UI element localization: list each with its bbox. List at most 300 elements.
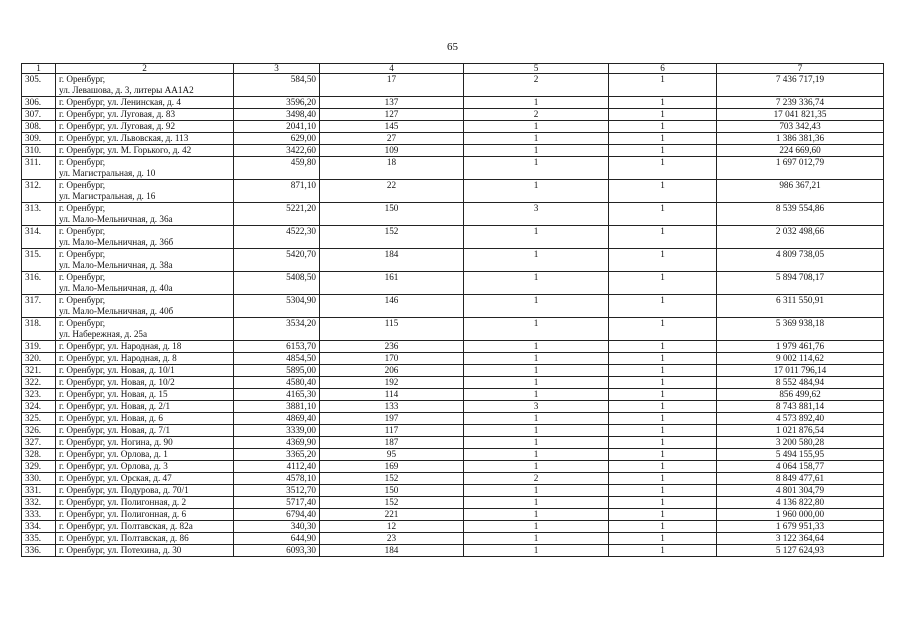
table-row	[22, 272, 884, 295]
column-6-cell: 1	[609, 318, 717, 341]
column-5-cell: 1	[464, 389, 609, 401]
column-6-cell: 1	[609, 74, 717, 97]
column-4-cell: 114	[320, 389, 464, 401]
column-header: 1	[22, 64, 56, 74]
column-6-cell: 1	[609, 157, 717, 180]
column-5-cell: 1	[464, 365, 609, 377]
address-line-1: г. Оренбург,	[59, 157, 106, 167]
address-line-1: г. Оренбург, ул. Луговая, д. 92	[59, 121, 176, 131]
row-number-cell: 326.	[22, 425, 56, 437]
row-number-cell: 307.	[22, 109, 56, 121]
column-6-cell: 1	[609, 425, 717, 437]
table-row	[22, 109, 884, 121]
column-5-cell: 1	[464, 485, 609, 497]
address-cell	[56, 203, 234, 226]
column-4-cell: 170	[320, 353, 464, 365]
area-cell: 4854,50	[234, 353, 320, 365]
table-row	[22, 401, 884, 413]
row-number-cell: 331.	[22, 485, 56, 497]
row-number-cell: 325.	[22, 413, 56, 425]
table-row	[22, 133, 884, 145]
row-number-cell: 336.	[22, 545, 56, 557]
column-5-cell: 1	[464, 97, 609, 109]
column-5-cell: 1	[464, 145, 609, 157]
address-line-1: г. Оренбург, ул. Полтавская, д. 86	[59, 533, 189, 543]
cost-cell: 7 239 336,74	[717, 97, 884, 109]
address-cell	[56, 74, 234, 97]
column-5-cell: 1	[464, 157, 609, 180]
address-cell	[56, 121, 234, 133]
column-6-cell: 1	[609, 203, 717, 226]
column-5-cell: 1	[464, 533, 609, 545]
row-number-cell: 308.	[22, 121, 56, 133]
address-line-2: ул. Мало-Мельничная, д. 40а	[59, 283, 173, 293]
column-6-cell: 1	[609, 180, 717, 203]
address-line-1: г. Оренбург, ул. Новая, д. 10/2	[59, 377, 175, 387]
column-5-cell: 1	[464, 318, 609, 341]
column-6-cell: 1	[609, 97, 717, 109]
column-4-cell: 133	[320, 401, 464, 413]
address-cell	[56, 413, 234, 425]
column-4-cell: 221	[320, 509, 464, 521]
area-cell: 4369,90	[234, 437, 320, 449]
address-cell	[56, 133, 234, 145]
column-5-cell: 1	[464, 295, 609, 318]
address-line-1: г. Оренбург,	[59, 180, 106, 190]
column-header: 6	[609, 64, 717, 74]
column-6-cell: 1	[609, 497, 717, 509]
column-4-cell: 150	[320, 485, 464, 497]
table-row	[22, 413, 884, 425]
table-row	[22, 485, 884, 497]
column-4-cell: 197	[320, 413, 464, 425]
column-6-cell: 1	[609, 272, 717, 295]
table-row	[22, 437, 884, 449]
column-6-cell: 1	[609, 226, 717, 249]
column-6-cell: 1	[609, 145, 717, 157]
address-cell	[56, 461, 234, 473]
row-number-cell: 321.	[22, 365, 56, 377]
area-cell: 5408,50	[234, 272, 320, 295]
column-5-cell: 1	[464, 180, 609, 203]
area-cell: 629,00	[234, 133, 320, 145]
address-cell	[56, 157, 234, 180]
address-line-1: г. Оренбург, ул. Новая, д. 15	[59, 389, 168, 399]
column-5-cell: 1	[464, 509, 609, 521]
table-row	[22, 425, 884, 437]
address-cell	[56, 509, 234, 521]
cost-cell: 3 200 580,28	[717, 437, 884, 449]
address-line-2: ул. Мало-Мельничная, д. 40б	[59, 306, 174, 316]
column-4-cell: 169	[320, 461, 464, 473]
area-cell: 3534,20	[234, 318, 320, 341]
row-number-cell: 334.	[22, 521, 56, 533]
column-6-cell: 1	[609, 133, 717, 145]
column-4-cell: 187	[320, 437, 464, 449]
row-number-cell: 335.	[22, 533, 56, 545]
address-line-2: ул. Левашова, д. 3, литеры АА1А2	[59, 85, 194, 95]
column-6-cell: 1	[609, 401, 717, 413]
column-6-cell: 1	[609, 377, 717, 389]
column-4-cell: 115	[320, 318, 464, 341]
address-cell	[56, 389, 234, 401]
cost-cell: 1 386 381,36	[717, 133, 884, 145]
address-line-1: г. Оренбург, ул. Орская, д. 47	[59, 473, 172, 483]
address-line-2: ул. Набережная, д. 25а	[59, 329, 148, 339]
address-cell	[56, 401, 234, 413]
row-number-cell: 305.	[22, 74, 56, 97]
table-row	[22, 473, 884, 485]
table-row	[22, 533, 884, 545]
row-number-cell: 312.	[22, 180, 56, 203]
table-row	[22, 318, 884, 341]
address-line-1: г. Оренбург, ул. Львовская, д. 113	[59, 133, 189, 143]
building-registry-table	[21, 63, 884, 557]
row-number-cell: 329.	[22, 461, 56, 473]
column-6-cell: 1	[609, 121, 717, 133]
area-cell: 584,50	[234, 74, 320, 97]
table-row	[22, 365, 884, 377]
area-cell: 6794,40	[234, 509, 320, 521]
address-line-1: г. Оренбург,	[59, 74, 106, 84]
page-number: 65	[447, 41, 458, 53]
cost-cell: 4 136 822,80	[717, 497, 884, 509]
area-cell: 3881,10	[234, 401, 320, 413]
cost-cell: 4 573 892,40	[717, 413, 884, 425]
column-header: 4	[320, 64, 464, 74]
area-cell: 5304,90	[234, 295, 320, 318]
cost-cell: 1 979 461,76	[717, 341, 884, 353]
cost-cell: 8 849 477,61	[717, 473, 884, 485]
column-6-cell: 1	[609, 509, 717, 521]
column-5-cell: 1	[464, 226, 609, 249]
cost-cell: 1 679 951,33	[717, 521, 884, 533]
column-4-cell: 22	[320, 180, 464, 203]
area-cell: 3422,60	[234, 145, 320, 157]
area-cell: 6153,70	[234, 341, 320, 353]
address-line-1: г. Оренбург, ул. Ленинская, д. 4	[59, 97, 181, 107]
address-line-1: г. Оренбург,	[59, 272, 106, 282]
table-row	[22, 497, 884, 509]
column-5-cell: 1	[464, 449, 609, 461]
address-line-1: г. Оренбург,	[59, 203, 106, 213]
address-cell	[56, 365, 234, 377]
address-line-1: г. Оренбург, ул. Подурова, д. 70/1	[59, 485, 189, 495]
table-row	[22, 295, 884, 318]
table-row	[22, 180, 884, 203]
column-4-cell: 152	[320, 497, 464, 509]
column-6-cell: 1	[609, 341, 717, 353]
row-number-cell: 309.	[22, 133, 56, 145]
column-6-cell: 1	[609, 109, 717, 121]
address-cell	[56, 533, 234, 545]
row-number-cell: 313.	[22, 203, 56, 226]
row-number-cell: 317.	[22, 295, 56, 318]
column-4-cell: 137	[320, 97, 464, 109]
address-line-1: г. Оренбург, ул. Народная, д. 8	[59, 353, 177, 363]
column-5-cell: 3	[464, 203, 609, 226]
column-4-cell: 95	[320, 449, 464, 461]
area-cell: 5895,00	[234, 365, 320, 377]
area-cell: 5717,40	[234, 497, 320, 509]
table-row	[22, 157, 884, 180]
address-line-1: г. Оренбург, ул. Полигонная, д. 2	[59, 497, 187, 507]
address-cell	[56, 449, 234, 461]
cost-cell: 9 002 114,62	[717, 353, 884, 365]
area-cell: 340,30	[234, 521, 320, 533]
address-line-1: г. Оренбург, ул. М. Горького, д. 42	[59, 145, 192, 155]
column-5-cell: 1	[464, 497, 609, 509]
area-cell: 4578,10	[234, 473, 320, 485]
table-row	[22, 203, 884, 226]
address-line-1: г. Оренбург, ул. Новая, д. 10/1	[59, 365, 175, 375]
column-6-cell: 1	[609, 449, 717, 461]
address-line-1: г. Оренбург, ул. Полигонная, д. 6	[59, 509, 187, 519]
table-row	[22, 341, 884, 353]
address-line-2: ул. Мало-Мельничная, д. 38а	[59, 260, 173, 270]
table-row	[22, 249, 884, 272]
table-row	[22, 377, 884, 389]
row-number-cell: 323.	[22, 389, 56, 401]
area-cell: 4580,40	[234, 377, 320, 389]
cost-cell: 1 697 012,79	[717, 157, 884, 180]
column-4-cell: 17	[320, 74, 464, 97]
address-cell	[56, 377, 234, 389]
column-4-cell: 236	[320, 341, 464, 353]
row-number-cell: 311.	[22, 157, 56, 180]
cost-cell: 6 311 550,91	[717, 295, 884, 318]
column-5-cell: 1	[464, 133, 609, 145]
column-5-cell: 1	[464, 425, 609, 437]
column-4-cell: 117	[320, 425, 464, 437]
cost-cell: 3 122 364,64	[717, 533, 884, 545]
cost-cell: 1 021 876,54	[717, 425, 884, 437]
column-5-cell: 1	[464, 413, 609, 425]
address-line-1: г. Оренбург, ул. Орлова, д. 1	[59, 449, 168, 459]
column-header: 7	[717, 64, 884, 74]
column-4-cell: 109	[320, 145, 464, 157]
column-5-cell: 1	[464, 353, 609, 365]
area-cell: 3339,00	[234, 425, 320, 437]
address-cell	[56, 425, 234, 437]
address-cell	[56, 437, 234, 449]
row-number-cell: 322.	[22, 377, 56, 389]
address-line-1: г. Оренбург, ул. Луговая, д. 83	[59, 109, 176, 119]
column-4-cell: 146	[320, 295, 464, 318]
cost-cell: 4 809 738,05	[717, 249, 884, 272]
address-line-1: г. Оренбург, ул. Ногина, д. 90	[59, 437, 173, 447]
column-6-cell: 1	[609, 473, 717, 485]
address-cell	[56, 353, 234, 365]
column-4-cell: 184	[320, 545, 464, 557]
table-row	[22, 389, 884, 401]
column-4-cell: 206	[320, 365, 464, 377]
cost-cell: 703 342,43	[717, 121, 884, 133]
column-6-cell: 1	[609, 365, 717, 377]
column-header: 2	[56, 64, 234, 74]
column-5-cell: 2	[464, 74, 609, 97]
cost-cell: 986 367,21	[717, 180, 884, 203]
address-cell	[56, 249, 234, 272]
area-cell: 3365,20	[234, 449, 320, 461]
row-number-cell: 318.	[22, 318, 56, 341]
table-row	[22, 449, 884, 461]
column-4-cell: 18	[320, 157, 464, 180]
row-number-cell: 316.	[22, 272, 56, 295]
cost-cell: 5 369 938,18	[717, 318, 884, 341]
area-cell: 3498,40	[234, 109, 320, 121]
row-number-cell: 306.	[22, 97, 56, 109]
area-cell: 6093,30	[234, 545, 320, 557]
address-line-2: ул. Мало-Мельничная, д. 36а	[59, 214, 173, 224]
cost-cell: 8 743 881,14	[717, 401, 884, 413]
table-row	[22, 145, 884, 157]
cost-cell: 8 539 554,86	[717, 203, 884, 226]
address-cell	[56, 295, 234, 318]
row-number-cell: 319.	[22, 341, 56, 353]
address-cell	[56, 97, 234, 109]
address-line-2: ул. Магистральная, д. 16	[59, 191, 156, 201]
column-6-cell: 1	[609, 533, 717, 545]
address-line-1: г. Оренбург, ул. Новая, д. 7/1	[59, 425, 171, 435]
cost-cell: 5 494 155,95	[717, 449, 884, 461]
column-4-cell: 12	[320, 521, 464, 533]
column-4-cell: 192	[320, 377, 464, 389]
column-6-cell: 1	[609, 461, 717, 473]
column-6-cell: 1	[609, 353, 717, 365]
address-line-2: ул. Магистральная, д. 10	[59, 168, 156, 178]
address-cell	[56, 180, 234, 203]
column-5-cell: 1	[464, 521, 609, 533]
address-line-1: г. Оренбург, ул. Орлова, д. 3	[59, 461, 168, 471]
cost-cell: 4 801 304,79	[717, 485, 884, 497]
cost-cell: 2 032 498,66	[717, 226, 884, 249]
cost-cell: 7 436 717,19	[717, 74, 884, 97]
address-cell	[56, 109, 234, 121]
address-cell	[56, 318, 234, 341]
cost-cell: 17 041 821,35	[717, 109, 884, 121]
column-5-cell: 2	[464, 473, 609, 485]
column-4-cell: 27	[320, 133, 464, 145]
address-line-1: г. Оренбург, ул. Новая, д. 6	[59, 413, 163, 423]
cost-cell: 4 064 158,77	[717, 461, 884, 473]
column-5-cell: 1	[464, 377, 609, 389]
row-number-cell: 314.	[22, 226, 56, 249]
column-6-cell: 1	[609, 521, 717, 533]
row-number-cell: 332.	[22, 497, 56, 509]
row-number-cell: 315.	[22, 249, 56, 272]
address-cell	[56, 226, 234, 249]
table-row	[22, 97, 884, 109]
address-cell	[56, 145, 234, 157]
column-4-cell: 150	[320, 203, 464, 226]
column-4-cell: 161	[320, 272, 464, 295]
address-cell	[56, 545, 234, 557]
column-5-cell: 1	[464, 461, 609, 473]
column-4-cell: 23	[320, 533, 464, 545]
address-line-1: г. Оренбург, ул. Полтавская, д. 82а	[59, 521, 193, 531]
column-5-cell: 1	[464, 545, 609, 557]
area-cell: 4869,40	[234, 413, 320, 425]
column-6-cell: 1	[609, 437, 717, 449]
address-line-1: г. Оренбург, ул. Новая, д. 2/1	[59, 401, 171, 411]
row-number-cell: 320.	[22, 353, 56, 365]
header-row	[22, 64, 884, 74]
table-row	[22, 509, 884, 521]
cost-cell: 8 552 484,94	[717, 377, 884, 389]
address-line-1: г. Оренбург,	[59, 226, 106, 236]
address-line-2: ул. Мало-Мельничная, д. 36б	[59, 237, 174, 247]
column-6-cell: 1	[609, 389, 717, 401]
table-row	[22, 74, 884, 97]
column-6-cell: 1	[609, 249, 717, 272]
address-line-1: г. Оренбург,	[59, 249, 106, 259]
table-row	[22, 121, 884, 133]
column-4-cell: 152	[320, 473, 464, 485]
area-cell: 459,80	[234, 157, 320, 180]
address-line-1: г. Оренбург, ул. Народная, д. 18	[59, 341, 182, 351]
cost-cell: 1 960 000,00	[717, 509, 884, 521]
column-5-cell: 1	[464, 272, 609, 295]
area-cell: 644,90	[234, 533, 320, 545]
row-number-cell: 330.	[22, 473, 56, 485]
address-line-1: г. Оренбург, ул. Потехина, д. 30	[59, 545, 182, 555]
area-cell: 5221,20	[234, 203, 320, 226]
column-6-cell: 1	[609, 413, 717, 425]
area-cell: 871,10	[234, 180, 320, 203]
table-row	[22, 226, 884, 249]
area-cell: 4112,40	[234, 461, 320, 473]
table-row	[22, 461, 884, 473]
address-cell	[56, 485, 234, 497]
address-line-1: г. Оренбург,	[59, 318, 106, 328]
area-cell: 5420,70	[234, 249, 320, 272]
cost-cell: 5 127 624,93	[717, 545, 884, 557]
column-6-cell: 1	[609, 545, 717, 557]
table-row	[22, 353, 884, 365]
column-6-cell: 1	[609, 485, 717, 497]
column-6-cell: 1	[609, 295, 717, 318]
address-cell	[56, 497, 234, 509]
column-4-cell: 184	[320, 249, 464, 272]
area-cell: 4165,30	[234, 389, 320, 401]
area-cell: 4522,30	[234, 226, 320, 249]
address-line-1: г. Оренбург,	[59, 295, 106, 305]
column-4-cell: 152	[320, 226, 464, 249]
cost-cell: 5 894 708,17	[717, 272, 884, 295]
column-4-cell: 145	[320, 121, 464, 133]
area-cell: 2041,10	[234, 121, 320, 133]
address-cell	[56, 272, 234, 295]
address-cell	[56, 473, 234, 485]
address-cell	[56, 521, 234, 533]
column-header: 5	[464, 64, 609, 74]
column-4-cell: 127	[320, 109, 464, 121]
column-5-cell: 3	[464, 401, 609, 413]
cost-cell: 224 669,60	[717, 145, 884, 157]
row-number-cell: 310.	[22, 145, 56, 157]
column-5-cell: 1	[464, 437, 609, 449]
area-cell: 3596,20	[234, 97, 320, 109]
column-5-cell: 1	[464, 341, 609, 353]
row-number-cell: 333.	[22, 509, 56, 521]
address-cell	[56, 341, 234, 353]
table-row	[22, 545, 884, 557]
row-number-cell: 324.	[22, 401, 56, 413]
row-number-cell: 327.	[22, 437, 56, 449]
table-row	[22, 521, 884, 533]
column-5-cell: 2	[464, 109, 609, 121]
